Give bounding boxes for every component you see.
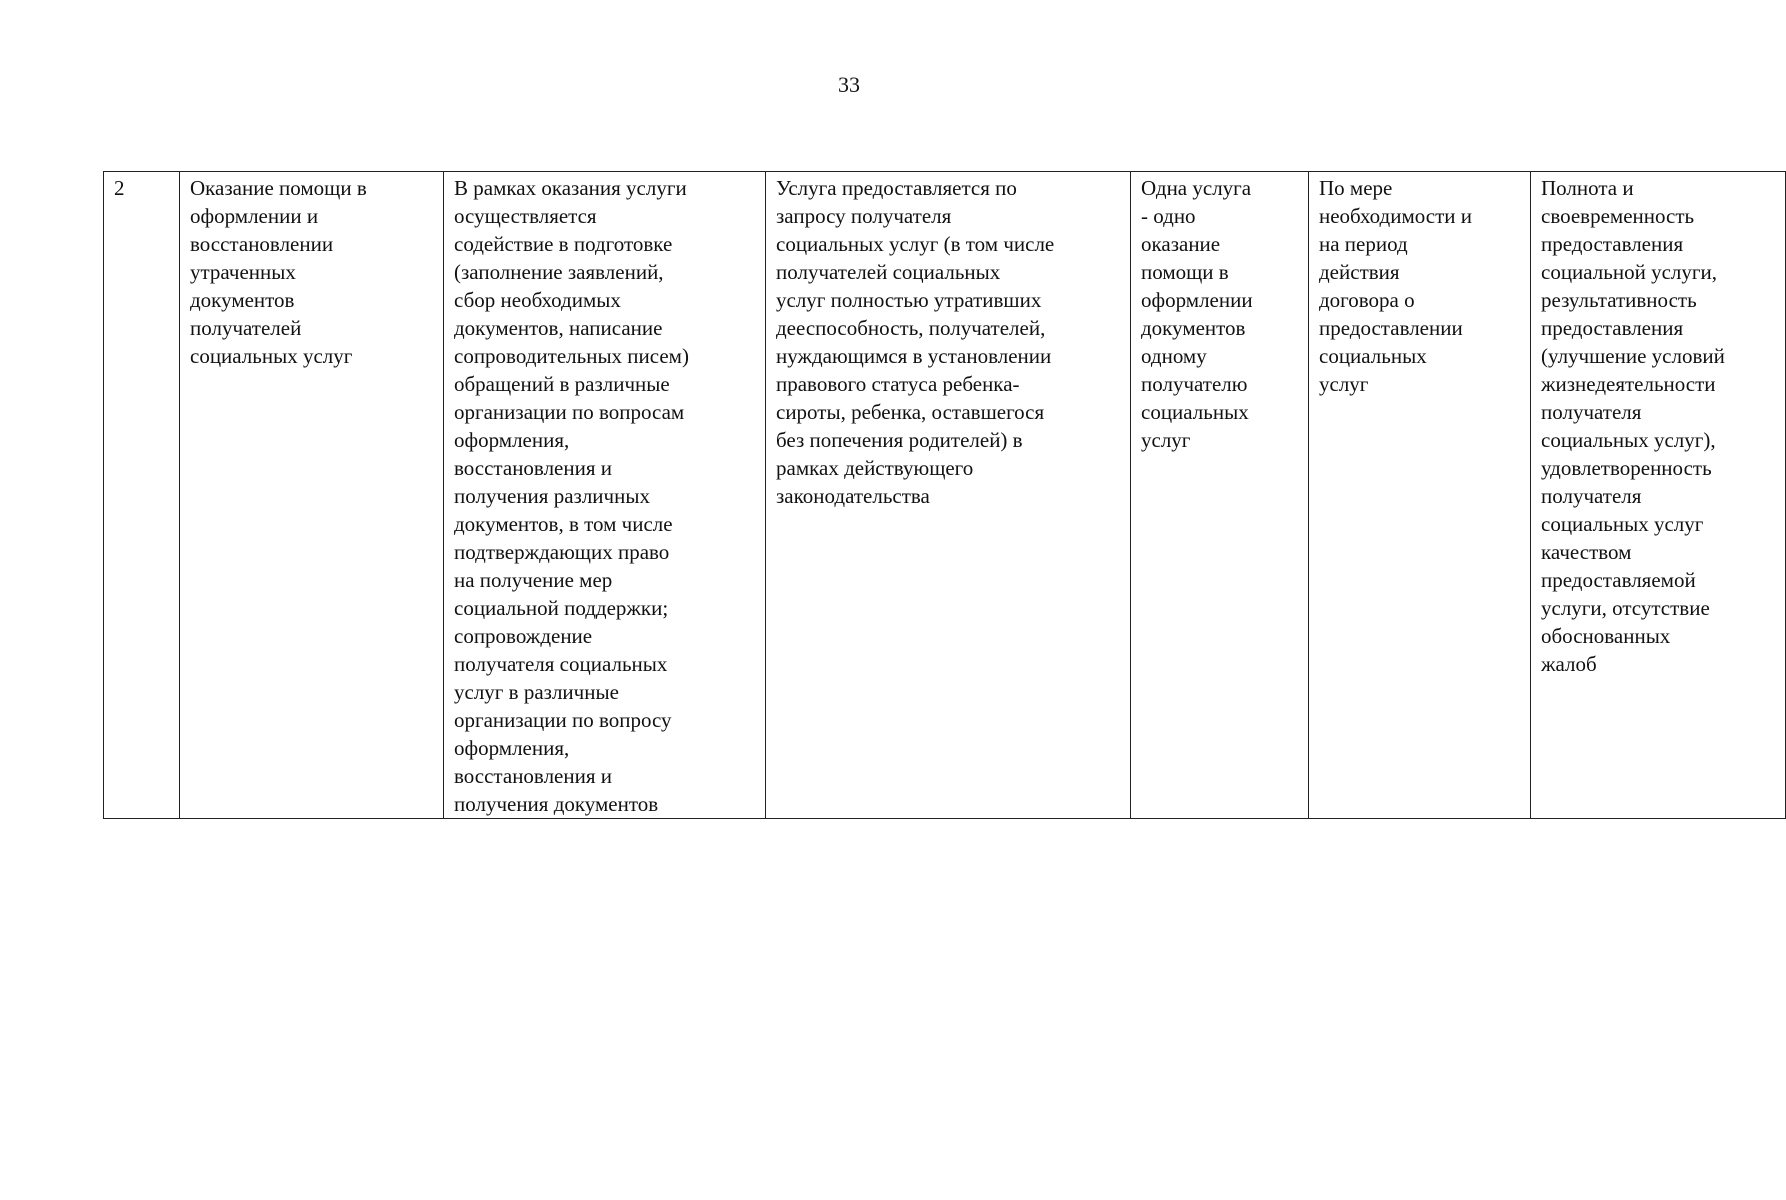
service-description-cell: В рамках оказания услуги осуществляется содействие в подготовке (заполнение заявлений, сбор необходимых документов, написание сопроводительных писем) обращений в различные организации по вопросам оформления, восстановления и получения различных документов, в том числе подтверждающих право на получение мер социальной поддержки; сопровождение получателя социальных услуг в различные организации по вопросу оформления, восстановления и получения документов [444, 172, 766, 819]
page-number: 33 [838, 72, 860, 97]
service-name-cell: Оказание помощи в оформлении и восстановлении утраченных документов получателей социальных услуг [180, 172, 444, 819]
service-quality-cell: Полнота и своевременность предоставления социальной услуги, результативность предоставления (улучшение условий жизнедеятельности получателя социальных услуг), удовлетворенность получателя социальных услуг качеством предоставляемой услуги, отсутствие обоснованных жалоб [1531, 172, 1786, 819]
row-number-cell: 2 [104, 172, 180, 819]
services-table [103, 171, 1786, 819]
service-unit-cell: Одна услуга - одно оказание помощи в оформлении документов одному получателю социальных услуг [1131, 172, 1309, 819]
table-row [104, 172, 1786, 819]
service-conditions-cell: Услуга предоставляется по запросу получателя социальных услуг (в том числе получателей социальных услуг полностью утративших дееспособность, получателей, нуждающимся в установлении правового статуса ребенка- сироты, ребенка, оставшегося без попечения родителей) в рамках действующего законодательства [766, 172, 1131, 819]
service-term-cell: По мере необходимости и на период действия договора о предоставлении социальных услуг [1309, 172, 1531, 819]
